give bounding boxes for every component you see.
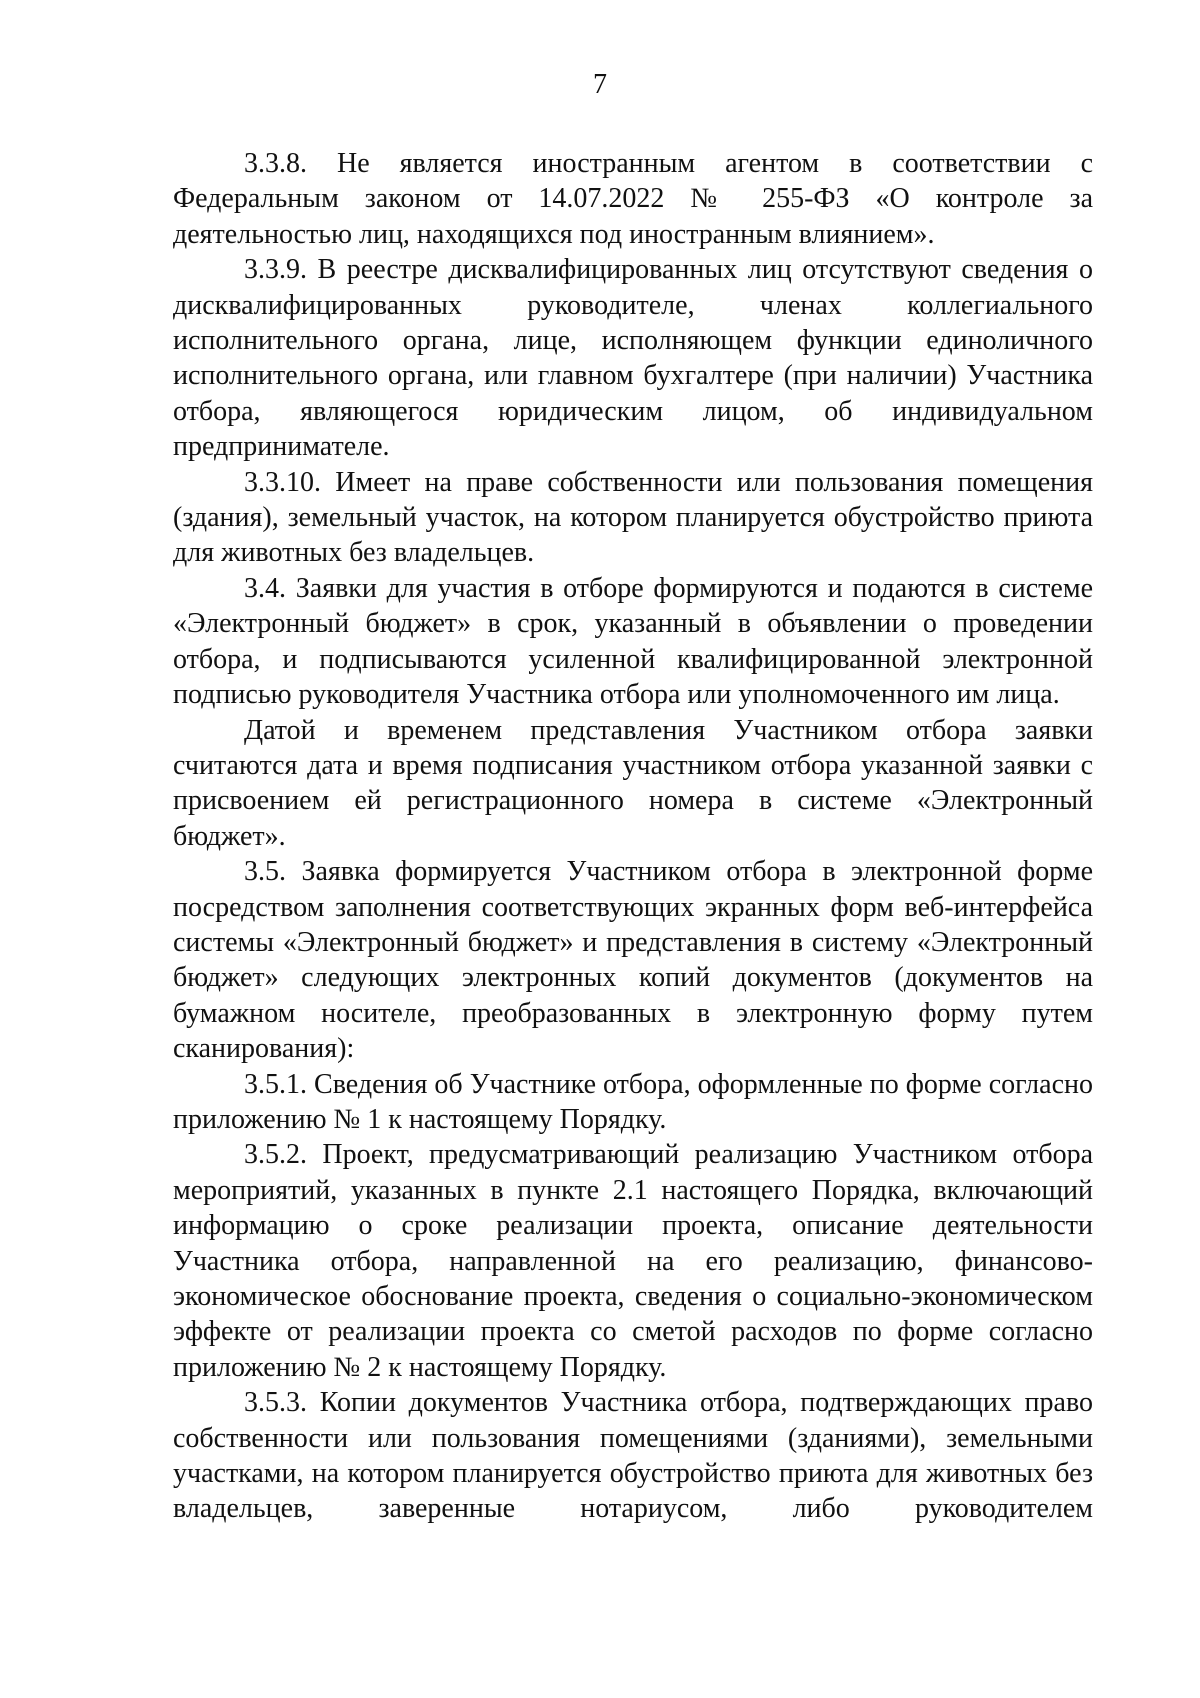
paragraph-3-5-2: 3.5.2. Проект, предусматривающий реализацию Участником отбора мероприятий, указанных в пункте 2.1 настоящего Порядка, включающий информацию о сроке реализации проекта, описание деятельности Участника отбора, направленной на его реализацию, финансово-экономическое обоснование проекта, сведения о социально-экономическом эффекте от реализации проекта со сметой расходов по форме согласно приложению № 2 к настоящему Порядку. (173, 1139, 1093, 1383)
paragraph-3-3-8: 3.3.8. Не является иностранным агентом в соответствии с Федеральным законом от 14.07.2022 № 255-ФЗ «О контроле за деятельностью лиц, находящихся под иностранным влиянием». (173, 148, 1093, 250)
paragraph-3-4: 3.4. Заявки для участия в отборе формируются и подаются в системе «Электронный бюджет» в срок, указанный в объявлении о проведении отбора, и подписываются усиленной квалифицированной электронной подписью руководителя Участника отбора или уполномоченного им лица. (173, 572, 1093, 711)
page-number: 7 (593, 69, 607, 100)
paragraph-3-5-3: 3.5.3. Копии документов Участника отбора, подтверждающих право собственности или пользования помещениями (зданиями), земельными участками, на котором планируется обустройство приюта для животных без владельцев, заверенные нотариусом, либо руководителем (173, 1387, 1093, 1525)
paragraph-3-3-9: 3.3.9. В реестре дисквалифицированных лиц отсутствуют сведения о дисквалифицированных руководителе, членах коллегиального исполнительного органа, лице, исполняющем функции единоличного исполнительного органа, или главном бухгалтере (при наличии) Участника отбора, являющегося юридическим лицом, об индивидуальном предпринимателе. (173, 254, 1093, 463)
document-body (173, 146, 1093, 1527)
paragraph-submission-date: Датой и временем представления Участником отбора заявки считаются дата и время подписания участником отбора указанной заявки с присвоением ей регистрационного номера в системе «Электронный бюджет». (173, 714, 1093, 852)
paragraph-3-5-1: 3.5.1. Сведения об Участнике отбора, оформленные по форме согласно приложению № 1 к настоящему Порядку. (173, 1068, 1093, 1135)
paragraph-3-5: 3.5. Заявка формируется Участником отбора в электронной форме посредством заполнения соответствующих экранных форм веб-интерфейса системы «Электронный бюджет» и представления в систему «Электронный бюджет» следующих электронных копий документов (документов на бумажном носителе, преобразованных в электронную форму путем сканирования): (173, 856, 1093, 1065)
paragraph-3-3-10: 3.3.10. Имеет на праве собственности или пользования помещения (здания), земельный участок, на котором планируется обустройство приюта для животных без владельцев. (173, 466, 1093, 569)
